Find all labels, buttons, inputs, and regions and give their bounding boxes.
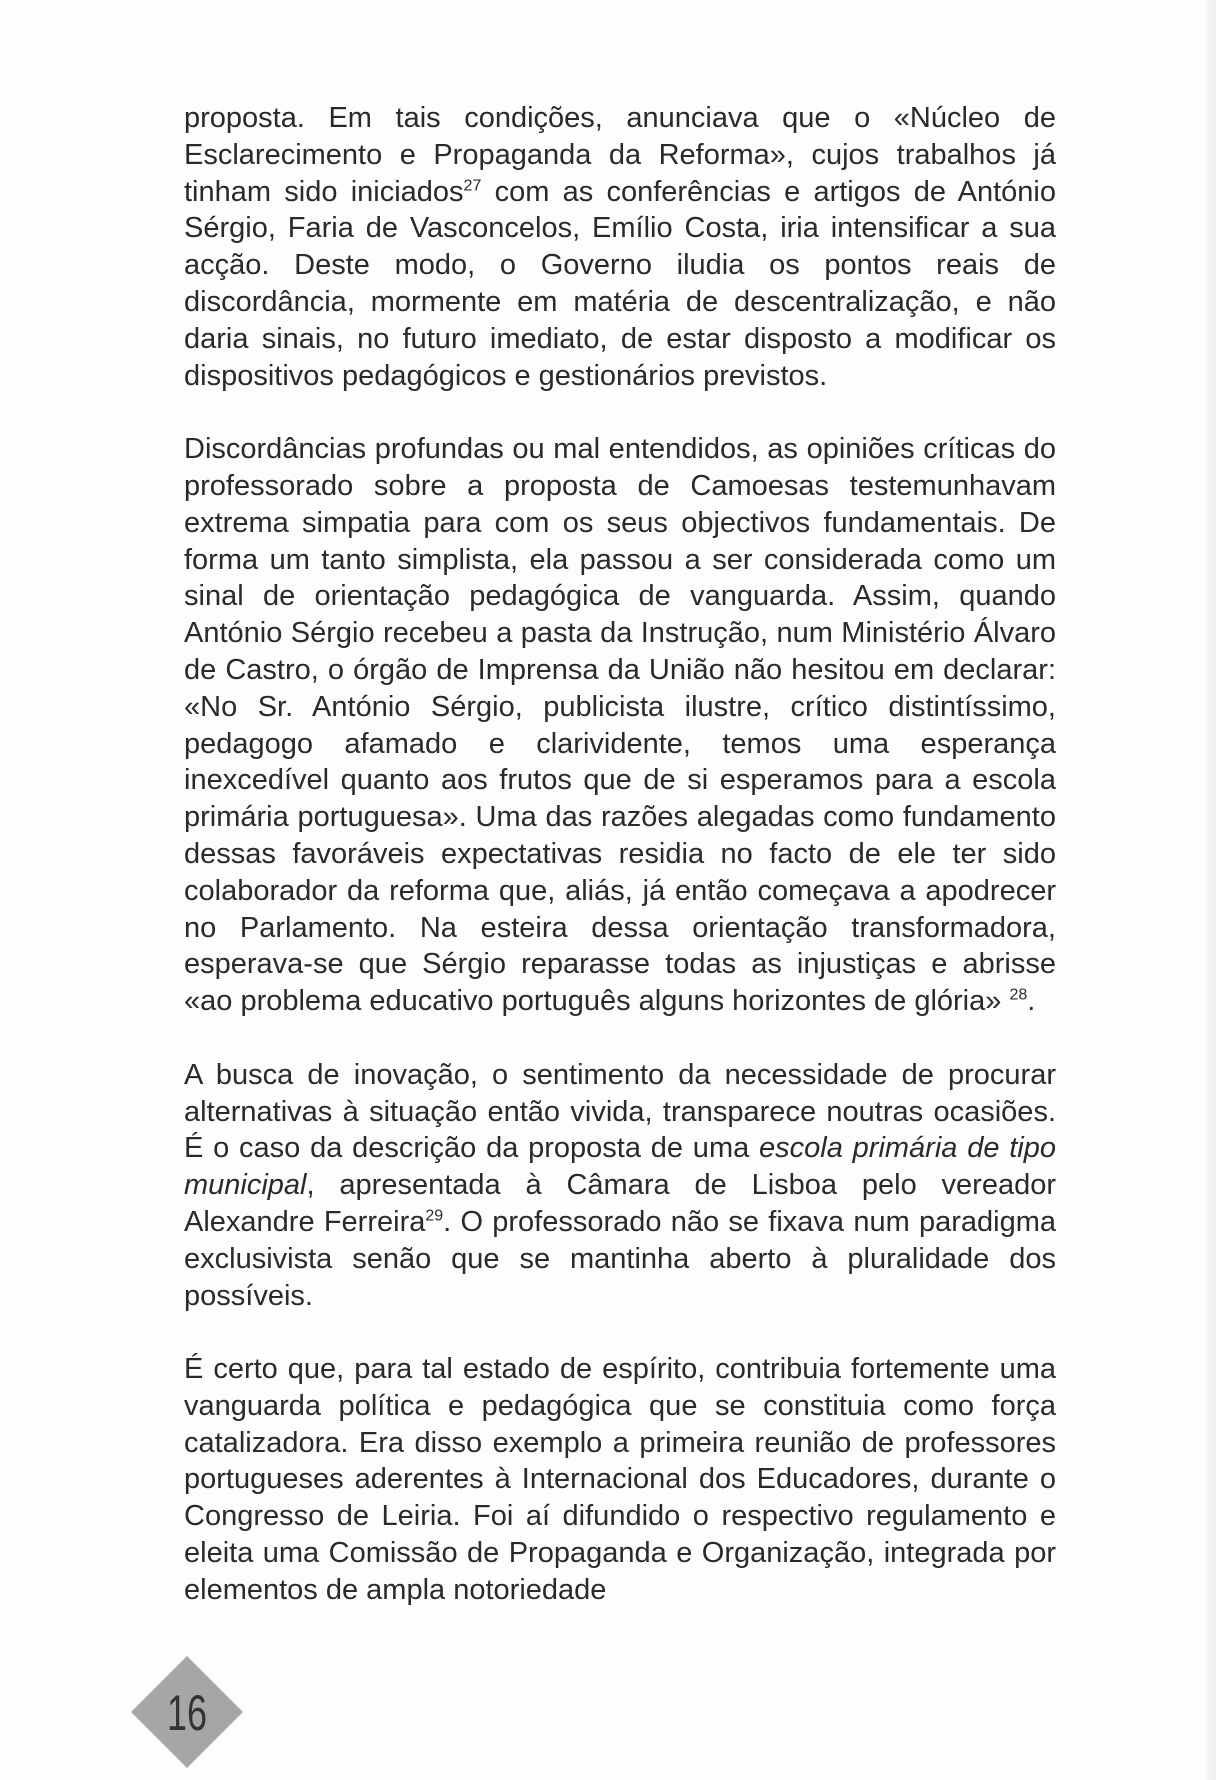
text-segment: Discordâncias profundas ou mal entendidos, as opiniões críticas do professorado sobre a proposta de Camoesas testemunhavam extrema simpatia para com os seus objectivos fundamentais. De forma um tanto simplista, ela passou a ser considerada como um sinal de orientação pedagógica de vanguarda. Assim, quando António Sérgio recebeu a pasta da Instrução, num Ministério Álvaro de Castro, o órgão de Imprensa da União não hesitou em declarar: «No Sr. António Sérgio, publicista ilustre, crítico distintíssimo, pedagogo afamado e clarividente, temos uma esperança inexcedível quanto aos frutos que de si esperamos para a escola primária portuguesa». Uma das razões alegadas como fundamento dessas favoráveis expectativas residia no facto de ele ter sido colaborador da reforma que, aliás, já então começava a apodrecer no Parlamento. Na esteira dessa orientação transformadora, esperava-se que Sérgio reparasse todas as injustiças e abrisse «ao problema educativo português alguns horizontes de glória» [184,433,1056,1018]
paragraph [184,100,1056,394]
paragraph [184,1351,1056,1609]
body-text [184,100,1056,1645]
footnote-ref: 28 [1009,986,1028,1004]
page-number: 16 [166,1686,208,1742]
text-segment: . [1027,985,1036,1018]
italic-text: escola primária de tipo municipal [184,1132,1056,1202]
paragraph [184,431,1056,1020]
page-number-marker [129,1654,245,1770]
text-segment: É certo que, para tal estado de espírito, contribuia fortemente uma vanguarda política e pedagógica que se constituia como força catalizadora. Era disso exemplo a primeira reunião de professores portugueses aderentes à Internacional dos Educadores, durante o Congresso de Leiria. Foi aí difundido o respectivo regulamento e eleita uma Comissão de Propaganda e Organização, integrada por elementos de ampla notoriedade [184,1353,1056,1606]
text-segment: com as conferências e artigos de António Sérgio, Faria de Vasconcelos, Emílio Costa, iria intensificar a sua acção. Deste modo, o Governo iludia os pontos reais de discordância, mormente em matéria de descentralização, e não daria sinais, no futuro imediato, de estar disposto a modificar os dispositivos pedagógicos e gestionários previstos. [184,175,1056,392]
text-segment: . O professorado não se fixava num paradigma exclusivista senão que se mantinha aberto à pluralidade dos possíveis. [184,1205,1057,1312]
paragraph [184,1057,1056,1315]
text-segment: A busca de inovação, o sentimento da necessidade de procurar alternativas à situação então vivida, transparece noutras ocasiões. É o caso da descrição da proposta de uma [184,1058,1056,1165]
diamond-icon [129,1654,245,1770]
page-edge-shadow [1206,0,1216,1780]
footnote-ref: 27 [463,176,482,194]
text-segment: proposta. Em tais condições, anunciava que o «Núcleo de Esclarecimento e Propaganda da Reforma», cujos trabalhos já tinham sido iniciados [184,102,1056,208]
footnote-ref: 29 [425,1207,444,1225]
text-segment: , apresentada à Câmara de Lisboa pelo vereador Alexandre Ferreira [184,1169,1056,1238]
